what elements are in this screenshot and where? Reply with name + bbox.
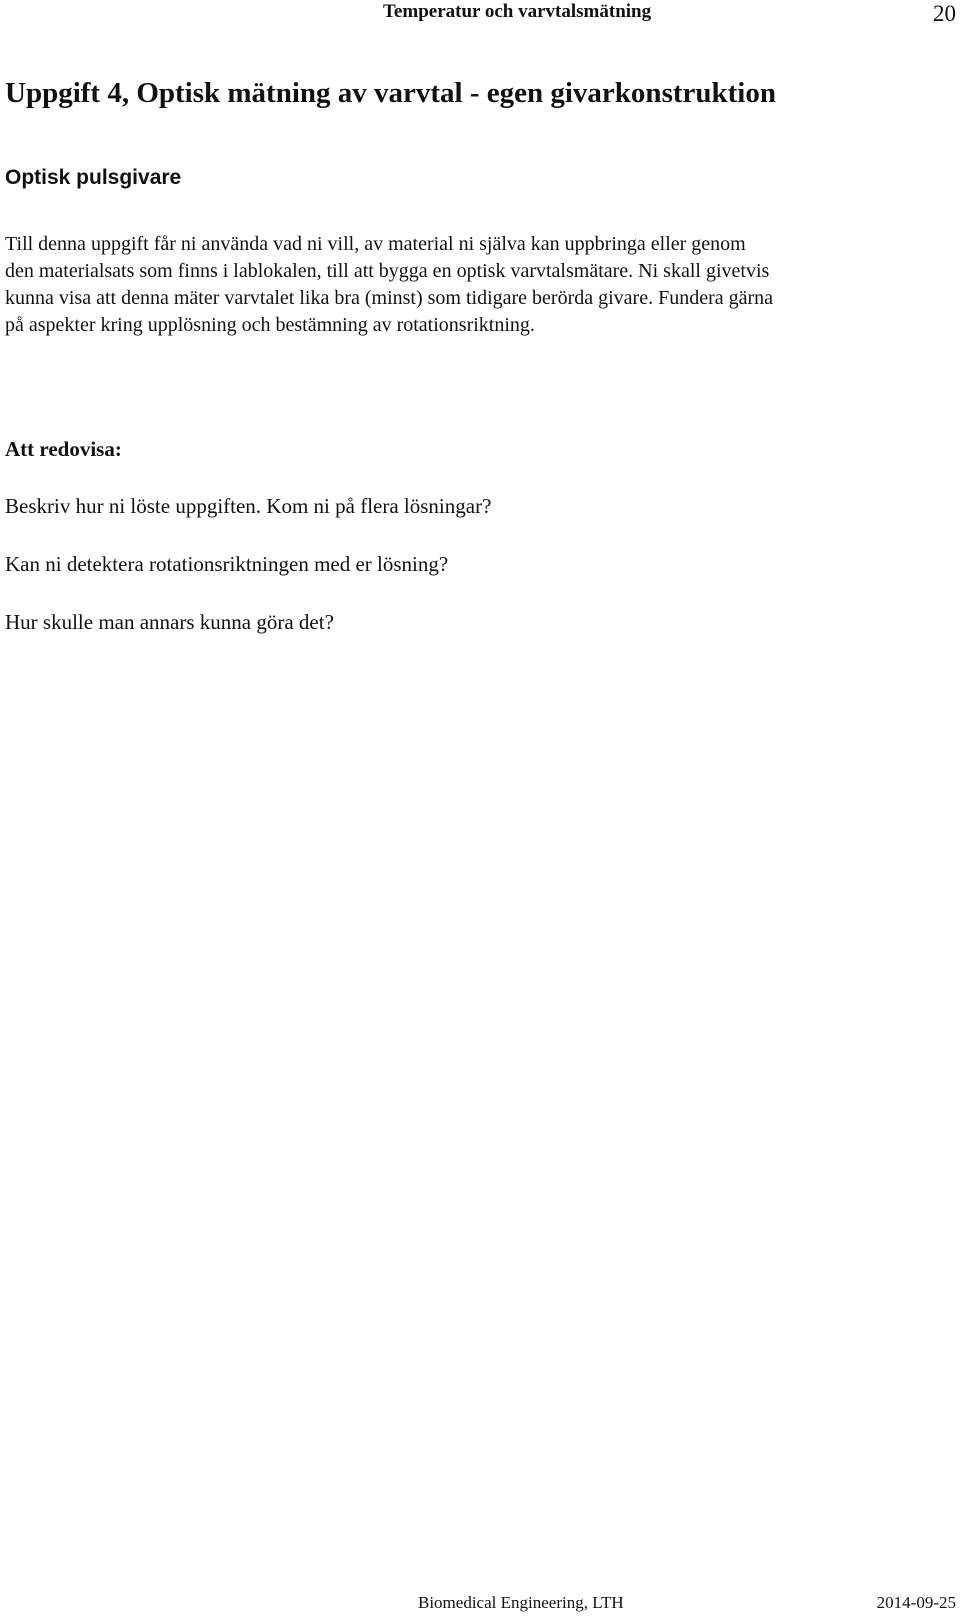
intro-line: kunna visa att denna mäter varvtalet lika bra (minst) som tidigare berörda givare. Fundera gärna bbox=[5, 287, 774, 309]
question-item: Hur skulle man annars kunna göra det? bbox=[5, 610, 334, 634]
question-item: Beskriv hur ni löste uppgiften. Kom ni på flera lösningar? bbox=[5, 494, 492, 518]
section-subtitle: Optisk pulsgivare bbox=[5, 166, 182, 189]
intro-line: Till denna uppgift får ni använda vad ni vill, av material ni själva kan uppbringa eller genom bbox=[5, 233, 746, 255]
page-title: Uppgift 4, Optisk mätning av varvtal - egen givarkonstruktion bbox=[5, 77, 776, 109]
intro-line: på aspekter kring upplösning och bestämning av rotationsriktning. bbox=[5, 314, 535, 336]
footer-organization: Biomedical Engineering, LTH bbox=[418, 1593, 624, 1612]
intro-paragraph bbox=[5, 231, 957, 339]
question-item: Kan ni detektera rotationsriktningen med er lösning? bbox=[5, 552, 449, 576]
footer-date: 2014-09-25 bbox=[876, 1593, 956, 1612]
intro-line: den materialsats som finns i lablokalen, till att bygga en optisk varvtalsmätare. Ni skall givetvis bbox=[5, 260, 770, 282]
report-heading: Att redovisa: bbox=[5, 437, 122, 461]
page-number: 20 bbox=[933, 1, 956, 26]
running-header: Temperatur och varvtalsmätning bbox=[383, 1, 652, 22]
